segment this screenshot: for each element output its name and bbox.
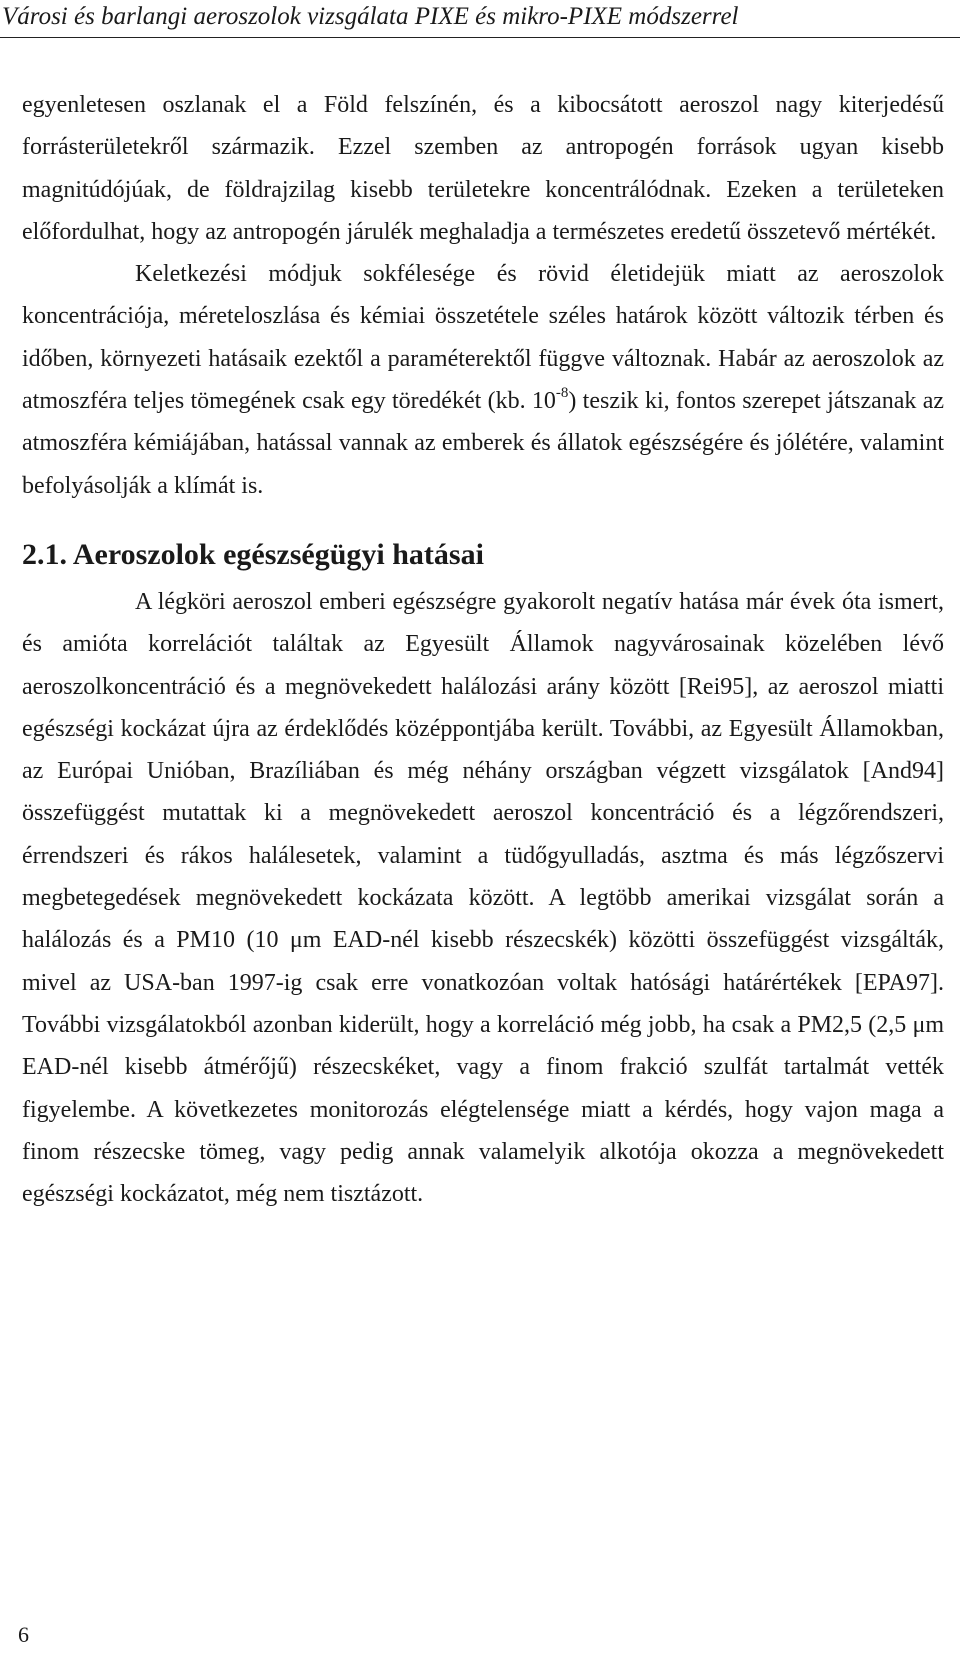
paragraph-health-effects: A légköri aeroszol emberi egészségre gyakorolt negatív hatása már évek óta ismert, és amióta korrelációt találtak az Egyesült Államok nagyvárosainak közelében lévő aeroszolkoncentráció és a megnövekedett halálozási arány között [Rei95], az aeroszol miatti egészségi kockázat újra az érdeklődés középpontjába került. További, az Egyesült Államokban, az Európai Unióban, Brazíliában és még néhány országban végzett vizsgálatok [And94] összefüggést mutattak ki a megnövekedett aeroszol koncentráció és a légzőrendszeri, érrendszeri és rákos halálesetek, valamint a tüdőgyulladás, asztma és más légzőszervi megbetegedések megnövekedett kockázata között. A legtöbb amerikai vizsgálat során a halálozás és a PM10 (10 μm EAD-nél kisebb részecskék) közötti összefüggést vizsgálták, mivel az USA-ban 1997-ig csak erre vonatkozóan voltak hatósági határértékek [EPA97]. További vizsgálatokból azonban kiderült, hogy a korreláció még jobb, ha csak a PM2,5 (2,5 μm EAD-nél kisebb átmérőjű) részecskéket, vagy a finom frakció szulfát tartalmát vették figyelembe. A következetes monitorozás elégtelensége miatt a kérdés, hogy vajon maga a finom részecske tömeg, vagy pedig annak valamelyik alkotója okozza a megnövekedett egészségi kockázatot, még nem tisztázott. (22, 588, 944, 1208)
paragraph-continuation: egyenletesen oszlanak el a Föld felszínén, és a kibocsátott aeroszol nagy kiterjedésű forrásterületekről származik. Ezzel szemben az antropogén források ugyan kisebb magnitúdójúak, de földrajzilag kisebb területekre koncentrálódnak. Ezeken a területeken előfordulhat, hogy az antropogén járulék meghaladja a természetes eredetű összetevő mértékét. (22, 92, 944, 245)
page-number: 6 (18, 1622, 29, 1647)
running-header (0, 0, 960, 38)
running-title: Városi és barlangi aeroszolok vizsgálata PIXE és mikro-PIXE módszerrel (2, 3, 739, 30)
paragraph-text-after-superscript: ) teszik ki, fontos szerepet játszanak az atmoszféra kémiájában, hatással vannak az emberek és állatok egészségére és jólétére, valamint befolyásolják a klímát is. (22, 388, 944, 499)
body-text (22, 84, 944, 1215)
exponent-superscript: -8 (555, 385, 569, 402)
section-heading: 2.1. Aeroszolok egészségügyi hatásai (22, 537, 484, 571)
paragraph-aerosol-properties (22, 253, 944, 507)
paragraph-text-before-superscript: Keletkezési módjuk sokfélesége és rövid életidejük miatt az aeroszolok koncentrációja, méreteloszlása és kémiai összetétele széles határok között változik térben és időben, környezeti hatásaik ezektől a paraméterektől függve változnak. Habár az aeroszolok az atmoszféra teljes tömegének csak egy töredékét (kb. 10 (22, 261, 944, 415)
